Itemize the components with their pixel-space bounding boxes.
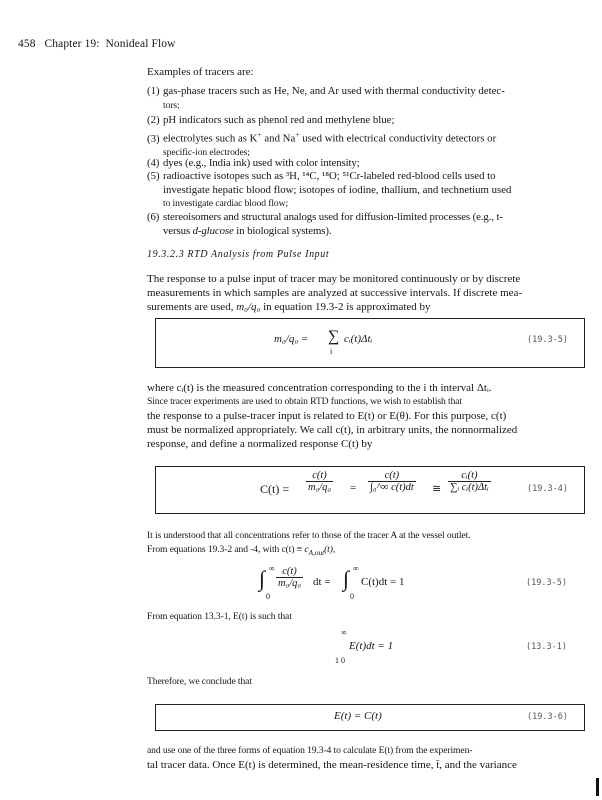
lower-limit: 0 (266, 592, 270, 601)
list-text: red-blood cells used to (394, 170, 496, 182)
lower-limit: 1 0 (335, 656, 345, 665)
fraction-2 (368, 470, 416, 493)
denominator: ∫₀^∞ c(t)dt (370, 482, 414, 493)
sum-index: i (330, 347, 333, 356)
text-fragment: surements are used, (147, 301, 237, 313)
equation-rhs: cᵢ(t)Δtᵢ (344, 333, 373, 345)
equation-4 (155, 626, 583, 666)
text-line: must be normalized appropriately. We call c(t), in arbitrary units, the nonnormalized (147, 424, 518, 436)
text-line: Since tracer experiments are used to obtain RTD functions, we wish to establish that (147, 396, 462, 407)
list-continuation: investigate hepatic blood flow; isotopes of iodine, thallium, and technetium used (163, 183, 512, 196)
integral-sign: ∫ (259, 566, 266, 591)
equation-box-5 (155, 704, 585, 731)
list-number: (2) (147, 114, 160, 126)
denominator: m₀/q₀ (308, 482, 332, 493)
list-text: dyes (e.g., India ink) used with color intensity; (163, 157, 360, 169)
paragraph: From equation 13.3-1, E(t) is such that (147, 611, 292, 622)
fraction-3 (448, 470, 491, 493)
fraction-1 (306, 470, 333, 493)
equation-body: E(t) = C(t) (334, 710, 382, 722)
text-line: measurements in which samples are analyzed at successive intervals. If discrete mea- (147, 287, 523, 299)
equation-number: (19.3-5) (526, 578, 567, 588)
text-line: and use one of the three forms of equation 19.3-4 to calculate E(t) from the experimen- (147, 745, 473, 756)
text-fragment: in equation 19.3-2 is approximated by (260, 301, 431, 313)
equation-rhs: C(t)dt = 1 (361, 576, 405, 588)
list-item: (3) electrolytes such as K+ and Na+ used with electrical conductivity detectors or specific-ion electrodes; (147, 128, 583, 160)
list-number: (5) (147, 170, 160, 182)
denominator: ∑ᵢ cᵢ(t)Δtᵢ (450, 482, 489, 493)
equation-body: E(t)dt = 1 (349, 640, 394, 652)
equation-box-1 (155, 318, 585, 368)
list-number: (4) (147, 157, 160, 169)
equation-lhs: m₀/q₀ = (274, 333, 309, 345)
glucose-term: d-glucose (192, 224, 234, 237)
page-number: 458 (18, 38, 36, 50)
list-text: electrolytes such as K (163, 132, 258, 145)
list-number: (3) (147, 132, 160, 145)
list-text: used with electrical conductivity detectors or (299, 132, 497, 145)
list-number: (1) (147, 85, 160, 97)
paragraph (147, 272, 583, 314)
equation-number: (19.3-6) (527, 712, 568, 722)
isotope-list: ³H, ¹⁴C, ¹⁸O; ⁵¹Cr-labeled (285, 170, 395, 182)
equation-number: (19.3-4) (527, 484, 568, 494)
equals-sign: = (350, 482, 357, 494)
text-line: the response to a pulse-tracer input is related to E(t) or E(θ). For this purpose, c(t) (147, 410, 507, 422)
section-heading: 19.3.2.3 RTD Analysis from Pulse Input (147, 249, 330, 260)
tracer-intro: Examples of tracers are: (147, 66, 254, 78)
list-continuation: in biological systems). (233, 224, 332, 237)
equation-box-2 (155, 466, 585, 514)
list-item (147, 170, 583, 211)
subscript: A,out (308, 547, 325, 557)
approx-sign: ≅ (432, 483, 442, 495)
list-text: stereoisomers and structural analogs used for diffusion-limited processes (e.g., t- (163, 211, 503, 223)
equation-number: (19.3-5) (527, 335, 568, 345)
list-continuation: versus (163, 224, 193, 237)
text-fragment: From equations 19.3-2 and -4, with c(t) ≡ (147, 544, 305, 555)
text-line: tal tracer data. Once E(t) is determined, the mean-residence time, t̄, and the variance (147, 759, 517, 771)
list-number: (6) (147, 211, 160, 223)
list-continuation: specific-ion electrodes; (163, 147, 250, 159)
list-text: gas-phase tracers such as He, Ne, and Ar used with thermal conductivity detec- (163, 85, 505, 97)
numerator: c(t) (276, 566, 303, 578)
list-continuation: tors; (163, 99, 180, 111)
text-line: response, and define a normalized response C(t) by (147, 438, 373, 450)
lower-limit: 0 (350, 592, 354, 601)
paragraph (147, 529, 583, 560)
text-line: The response to a pulse input of tracer may be monitored continuously or by discrete (147, 273, 521, 285)
paragraph (147, 744, 583, 772)
list-item (147, 114, 583, 128)
chapter-label: Chapter 19: (44, 38, 100, 50)
equation-3 (155, 562, 583, 602)
list-text: pH indicators such as phenol red and methylene blue; (163, 114, 395, 126)
page-edge-mark (596, 778, 599, 796)
inline-math: c (304, 544, 309, 555)
fraction (276, 566, 303, 589)
list-text: radioactive isotopes such as (163, 170, 286, 182)
equation-number: (13.3-1) (526, 642, 567, 652)
numerator: c(t) (306, 470, 333, 482)
list-item (147, 157, 583, 171)
numerator: c(t) (368, 470, 416, 482)
upper-limit: ∞ (353, 564, 359, 573)
equation-lhs: C(t) = (260, 482, 290, 496)
denominator: m₀/q₀ (278, 578, 302, 589)
running-header (18, 38, 176, 50)
equation-middle: dt = (313, 576, 331, 588)
inline-math: m₀/q₀ (236, 301, 261, 313)
chapter-title: Nonideal Flow (105, 38, 176, 50)
paragraph (147, 381, 583, 451)
numerator: cᵢ(t) (448, 470, 491, 482)
upper-limit: ∞ (269, 564, 275, 573)
upper-limit: ∞ (341, 628, 347, 637)
inline-math: (t), (324, 544, 336, 555)
paragraph: Therefore, we conclude that (147, 676, 252, 687)
sum-symbol: ∑ (328, 328, 340, 345)
list-item (147, 211, 583, 238)
text-line (147, 300, 583, 314)
integral-sign: ∫ (343, 566, 350, 591)
text-line: It is understood that all concentrations refer to those of the tracer A at the vessel outlet. (147, 530, 471, 541)
text-line: where cᵢ(t) is the measured concentration corresponding to the i th interval Δtᵢ. (147, 382, 492, 394)
list-item (147, 85, 583, 112)
list-text: and Na (261, 132, 296, 145)
list-continuation: to investigate cardiac blood flow; (163, 198, 289, 210)
